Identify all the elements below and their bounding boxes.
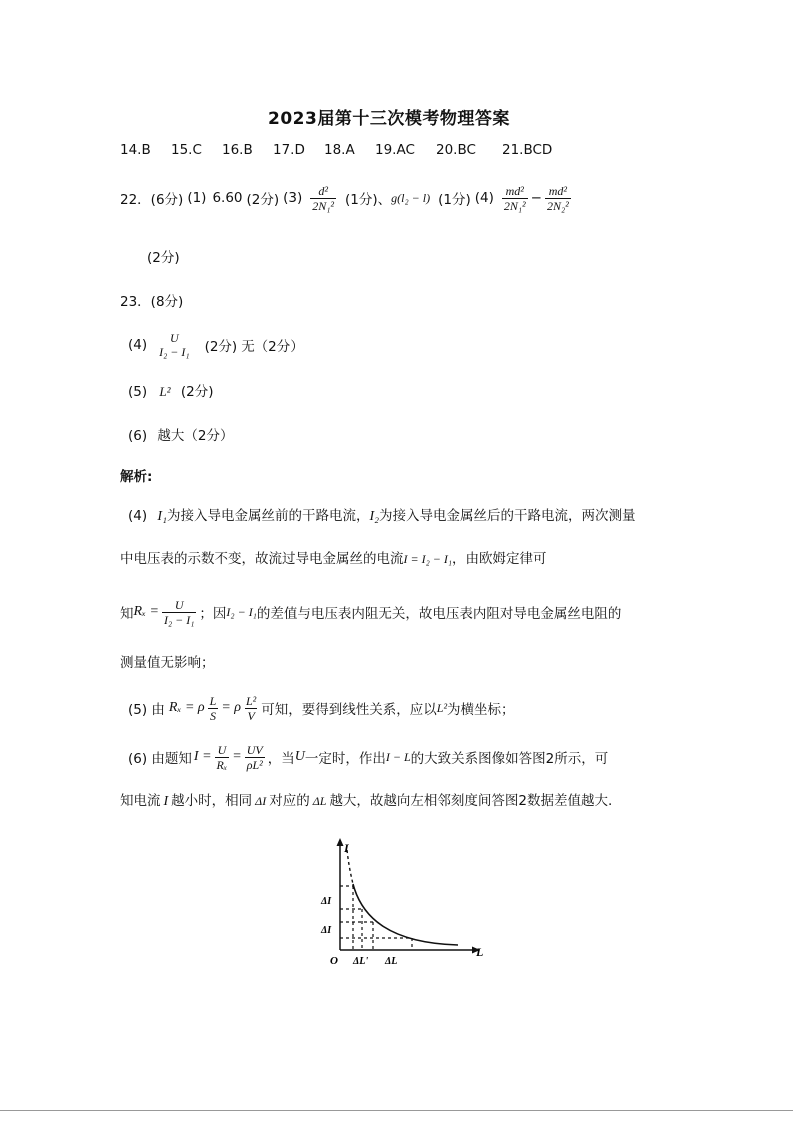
choice-14: 14.B (120, 142, 151, 158)
q22-p4-f1-den: 2N₁² (503, 198, 526, 213)
page-title: 2023届第十三次模考物理答案 (268, 109, 510, 129)
al1-sym2: I₂ (369, 509, 379, 524)
al2-expr: I = I₂ − I₁ (403, 552, 453, 566)
al3-sym: Rₓ = (133, 604, 159, 619)
al1-c: 为接入导电金属丝后的干路电流，两次测量 (378, 508, 636, 524)
al7-a: 知电流 (120, 793, 161, 809)
q22-p4-minus: − (530, 190, 542, 206)
q23-answer-6 (128, 424, 234, 444)
q22-line (120, 178, 574, 218)
q22-p4-label: (4) (474, 190, 494, 206)
q22-p4-fraction2 (545, 184, 571, 213)
q23-answer-5 (128, 380, 213, 400)
y-axis-arrow (337, 838, 344, 846)
label-y-axis: I (344, 841, 349, 855)
choice-answers (120, 142, 552, 158)
q22-p3-num: d² (318, 183, 328, 198)
q22-p1-score: (2分) (246, 192, 280, 208)
al7-sym1: I (163, 794, 169, 809)
q22-p3-label: (3) (283, 190, 303, 206)
al7-b: 越小时，相同 (171, 793, 253, 809)
q22-p4-f2-num: md² (548, 183, 567, 198)
q23-a4-fraction (157, 331, 191, 359)
al5-f1-den: S (209, 708, 216, 723)
al3-c: 的差值与电压表内阻无关，故电压表内阻对导电金属丝电阻的 (256, 606, 622, 622)
q22-p4-score: (2分) (147, 250, 180, 266)
al6-sym1: U (294, 749, 305, 764)
q22-p3-expr: g(l₂ − l) (391, 190, 431, 205)
q23-a6-text: 越大（2分） (157, 428, 234, 444)
label-dl: ΔL (385, 956, 398, 967)
label-di-upper: ΔI (321, 896, 332, 907)
choice-15: 15.C (171, 142, 202, 158)
q22-p3-fraction (310, 184, 336, 213)
choice-19: 19.AC (375, 142, 415, 158)
analysis-line-1 (128, 504, 635, 525)
analysis-line-5 (128, 688, 515, 728)
al7-d: 越大，故越向左相邻刻度间答图2数据差值越大. (329, 793, 613, 809)
q23-a4-score: (2分) (204, 339, 238, 355)
al6-c: 一定时，作出 (304, 751, 386, 767)
q22-p4-fraction1 (502, 184, 528, 213)
analysis-line-3 (120, 592, 621, 632)
q23-answer-4 (128, 326, 304, 364)
al2-a: 中电压表的示数不变，故流过导电金属丝的电流 (120, 551, 404, 567)
al5-f2-den: V (247, 708, 255, 723)
analysis-line-7 (120, 789, 612, 810)
analysis-head: 解析: (120, 469, 153, 485)
i-l-graph (320, 838, 490, 970)
choice-17: 17.D (273, 142, 305, 158)
label-origin: O (330, 955, 338, 967)
al5-sym: L² (436, 700, 448, 715)
q22-p3-den: 2N₁² (312, 198, 335, 213)
analysis-line-2 (120, 547, 547, 567)
al6-f2-num: UV (246, 742, 263, 757)
page-bottom-rule (0, 1110, 793, 1111)
choice-21: 21.BCD (502, 142, 553, 158)
analysis-line-4: 测量值无影响； (120, 655, 215, 671)
choice-20: 20.BC (436, 142, 476, 158)
q23-a5-score: (2分) (180, 384, 214, 400)
al3-den: I₂ − I₁ (163, 612, 195, 627)
al3-expr: I₂ − I₁ (226, 604, 257, 619)
al6-f1-num: U (217, 742, 227, 757)
al6-a: (6) 由题知 (128, 751, 192, 767)
q23-a4-extra: 无（2分） (241, 339, 304, 355)
al5-f1-num: L (209, 693, 217, 708)
al7-sym3: ΔL (312, 794, 327, 808)
choice-18: 18.A (324, 142, 355, 158)
q23-a4-label: (4) (128, 337, 148, 353)
al1-a: (4) (128, 508, 148, 524)
q23-a6-label: (6) (128, 428, 148, 444)
al1-b: 为接入导电金属丝前的干路电流， (166, 508, 370, 524)
q22-p1-label: (1) (187, 190, 207, 206)
al1-sym1: I₁ (157, 509, 167, 524)
al7-c: 对应的 (269, 793, 310, 809)
label-dl-prime: ΔL' (353, 956, 369, 967)
al3-num: U (174, 597, 184, 612)
al5-fraction1 (208, 694, 219, 723)
choice-16: 16.B (222, 142, 253, 158)
al3-a: 知 (120, 606, 134, 622)
al5-b: 可知，要得到线性关系，应以 (261, 702, 437, 718)
q23-head: 23．(8分) (120, 294, 184, 310)
q23-a5-expr: L² (159, 384, 171, 399)
label-x-axis: L (476, 945, 484, 959)
q22-p3-score1: (1分)、 (345, 192, 392, 208)
analysis-line-6 (128, 736, 608, 778)
al6-eq: = (232, 749, 242, 764)
q23-a4-num: U (170, 331, 179, 345)
al6-f1-den: Rₓ (216, 757, 228, 772)
al6-fraction2 (245, 743, 265, 772)
al6-b: ，当 (267, 751, 295, 767)
al6-f2-den: ρL² (246, 757, 263, 772)
al5-a: (5) 由 (128, 702, 165, 718)
al3-b: ；因 (199, 606, 227, 622)
al6-fraction1 (215, 743, 230, 772)
al5-fraction2 (244, 694, 258, 723)
al5-expr: Rₓ = ρ (168, 700, 205, 715)
q23-a5-label: (5) (128, 384, 148, 400)
al5-mid: = ρ (221, 700, 241, 715)
q22-head: 22．(6分) (120, 192, 184, 208)
q22-p1-value: 6.60 (212, 190, 243, 206)
q22-p4-f2-den: 2N₂² (546, 198, 569, 213)
curve-dashed (347, 850, 353, 884)
label-di-lower: ΔI (321, 925, 332, 936)
q22-p3-score2: (1分) (438, 192, 471, 208)
al5-f2-num: L² (245, 693, 257, 708)
al6-expr: I = (193, 749, 212, 764)
q22-p4-f1-num: md² (505, 183, 524, 198)
al6-sym2: I − L (385, 749, 411, 764)
al6-d: 的大致关系图像如答图2所示，可 (410, 751, 609, 767)
q23-a4-den: I₂ − I₁ (159, 345, 190, 359)
al3-fraction (162, 598, 196, 627)
al7-sym2: ΔI (255, 794, 267, 808)
al5-c: 为横坐标； (447, 702, 515, 718)
al2-b: ，由欧姆定律可 (452, 551, 547, 567)
curve (353, 884, 458, 945)
